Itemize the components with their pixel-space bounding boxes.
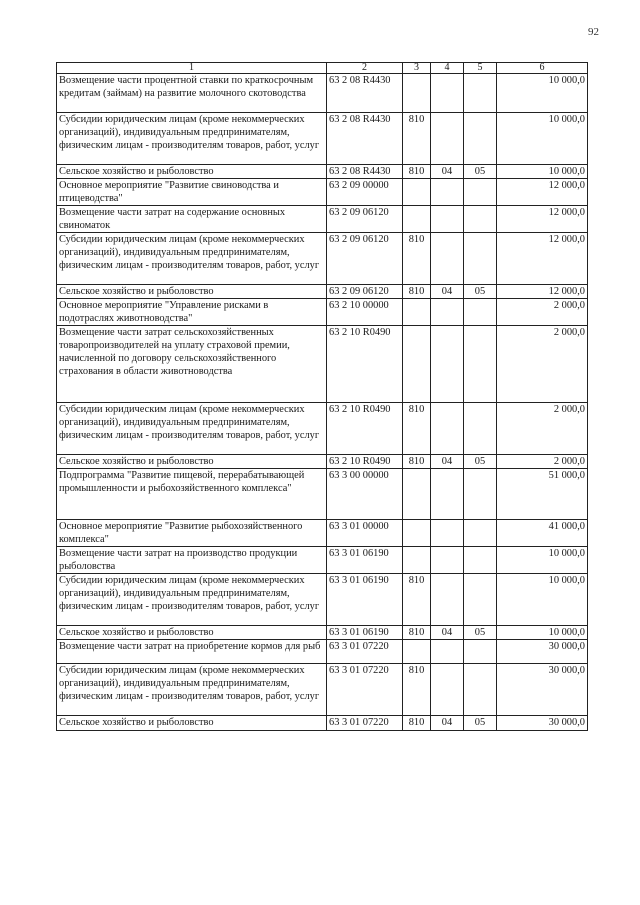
row-code-cell: 63 2 10 00000	[327, 299, 403, 326]
row-section-cell: 04	[431, 165, 464, 179]
table-row	[57, 113, 588, 165]
row-expense-type-cell	[403, 547, 431, 574]
row-name-cell: Возмещение части затрат на приобретение кормов для рыб	[57, 640, 327, 664]
row-name-cell: Сельское хозяйство и рыболовство	[57, 455, 327, 469]
row-name-cell: Возмещение части затрат на производство продукции рыболовства	[57, 547, 327, 574]
row-section-cell	[431, 403, 464, 455]
table-header-row	[57, 63, 588, 74]
table-row	[57, 455, 588, 469]
row-expense-type-cell: 810	[403, 165, 431, 179]
row-amount-cell: 41 000,0	[497, 520, 588, 547]
row-name-cell: Возмещение части затрат сельскохозяйственных товаропроизводителей на уплату страховой премии, начисленной по договору сельскохозяйственного страхования в области животноводства	[57, 326, 327, 403]
row-code-cell: 63 3 01 07220	[327, 716, 403, 731]
row-amount-cell: 12 000,0	[497, 285, 588, 299]
row-section-cell	[431, 640, 464, 664]
row-expense-type-cell: 810	[403, 664, 431, 716]
row-section-cell	[431, 469, 464, 520]
row-subsection-cell: 05	[464, 285, 497, 299]
row-amount-cell: 30 000,0	[497, 640, 588, 664]
row-expense-type-cell: 810	[403, 626, 431, 640]
row-code-cell: 63 2 10 R0490	[327, 403, 403, 455]
column-header: 2	[327, 63, 403, 74]
table-row	[57, 285, 588, 299]
row-code-cell: 63 2 08 R4430	[327, 74, 403, 113]
row-code-cell: 63 2 10 R0490	[327, 455, 403, 469]
row-subsection-cell	[464, 640, 497, 664]
row-section-cell	[431, 574, 464, 626]
row-amount-cell: 2 000,0	[497, 299, 588, 326]
row-name-cell: Сельское хозяйство и рыболовство	[57, 626, 327, 640]
row-section-cell	[431, 179, 464, 206]
row-expense-type-cell: 810	[403, 285, 431, 299]
row-section-cell	[431, 547, 464, 574]
row-expense-type-cell	[403, 640, 431, 664]
table-row	[57, 233, 588, 285]
row-name-cell: Подпрограмма "Развитие пищевой, перерабатывающей промышленности и рыбохозяйственного комплекса"	[57, 469, 327, 520]
row-expense-type-cell: 810	[403, 113, 431, 165]
row-section-cell	[431, 664, 464, 716]
row-code-cell: 63 2 10 R0490	[327, 326, 403, 403]
row-code-cell: 63 3 01 00000	[327, 520, 403, 547]
row-code-cell: 63 2 09 06120	[327, 206, 403, 233]
row-amount-cell: 10 000,0	[497, 165, 588, 179]
row-code-cell: 63 2 08 R4430	[327, 113, 403, 165]
column-header: 6	[497, 63, 588, 74]
row-amount-cell: 10 000,0	[497, 574, 588, 626]
table-row	[57, 179, 588, 206]
row-section-cell	[431, 74, 464, 113]
row-expense-type-cell	[403, 179, 431, 206]
row-expense-type-cell	[403, 326, 431, 403]
row-section-cell	[431, 326, 464, 403]
row-code-cell: 63 3 01 07220	[327, 640, 403, 664]
row-section-cell: 04	[431, 455, 464, 469]
table-row	[57, 299, 588, 326]
column-header: 4	[431, 63, 464, 74]
row-subsection-cell	[464, 206, 497, 233]
row-section-cell: 04	[431, 716, 464, 731]
row-code-cell: 63 2 09 06120	[327, 285, 403, 299]
column-header: 5	[464, 63, 497, 74]
table-row	[57, 74, 588, 113]
row-name-cell: Сельское хозяйство и рыболовство	[57, 165, 327, 179]
row-code-cell: 63 3 01 06190	[327, 574, 403, 626]
column-header: 1	[57, 63, 327, 74]
row-section-cell: 04	[431, 285, 464, 299]
row-subsection-cell	[464, 113, 497, 165]
row-expense-type-cell: 810	[403, 233, 431, 285]
row-section-cell	[431, 206, 464, 233]
row-expense-type-cell	[403, 206, 431, 233]
row-name-cell: Сельское хозяйство и рыболовство	[57, 716, 327, 731]
row-code-cell: 63 3 01 07220	[327, 664, 403, 716]
row-amount-cell: 2 000,0	[497, 455, 588, 469]
row-section-cell: 04	[431, 626, 464, 640]
table-row	[57, 664, 588, 716]
row-amount-cell: 30 000,0	[497, 664, 588, 716]
row-name-cell: Основное мероприятие "Развитие рыбохозяйственного комплекса"	[57, 520, 327, 547]
row-subsection-cell: 05	[464, 626, 497, 640]
row-expense-type-cell: 810	[403, 403, 431, 455]
row-subsection-cell: 05	[464, 455, 497, 469]
row-code-cell: 63 2 09 06120	[327, 233, 403, 285]
row-name-cell: Субсидии юридическим лицам (кроме некоммерческих организаций), индивидуальным предпринимателям, физическим лицам - производителям товаров, работ, услуг	[57, 403, 327, 455]
row-name-cell: Основное мероприятие "Развитие свиноводства и птицеводства"	[57, 179, 327, 206]
row-expense-type-cell	[403, 520, 431, 547]
row-subsection-cell	[464, 469, 497, 520]
row-expense-type-cell: 810	[403, 455, 431, 469]
row-subsection-cell	[464, 233, 497, 285]
row-code-cell: 63 3 01 06190	[327, 626, 403, 640]
table-row	[57, 469, 588, 520]
table-row	[57, 520, 588, 547]
row-section-cell	[431, 233, 464, 285]
table-row	[57, 403, 588, 455]
row-subsection-cell: 05	[464, 716, 497, 731]
row-subsection-cell	[464, 299, 497, 326]
row-name-cell: Возмещение части процентной ставки по краткосрочным кредитам (займам) на развитие молочного скотоводства	[57, 74, 327, 113]
row-code-cell: 63 2 09 00000	[327, 179, 403, 206]
page-number: 92	[588, 26, 599, 38]
row-subsection-cell	[464, 664, 497, 716]
row-expense-type-cell: 810	[403, 716, 431, 731]
row-name-cell: Субсидии юридическим лицам (кроме некоммерческих организаций), индивидуальным предпринимателям, физическим лицам - производителям товаров, работ, услуг	[57, 664, 327, 716]
row-subsection-cell	[464, 403, 497, 455]
table-row	[57, 165, 588, 179]
row-amount-cell: 2 000,0	[497, 326, 588, 403]
row-amount-cell: 10 000,0	[497, 547, 588, 574]
row-amount-cell: 12 000,0	[497, 206, 588, 233]
row-section-cell	[431, 520, 464, 547]
row-amount-cell: 10 000,0	[497, 626, 588, 640]
row-name-cell: Субсидии юридическим лицам (кроме некоммерческих организаций), индивидуальным предпринимателям, физическим лицам - производителям товаров, работ, услуг	[57, 233, 327, 285]
table-row	[57, 206, 588, 233]
row-amount-cell: 12 000,0	[497, 233, 588, 285]
row-expense-type-cell	[403, 74, 431, 113]
table-row	[57, 326, 588, 403]
row-amount-cell: 10 000,0	[497, 113, 588, 165]
row-subsection-cell	[464, 179, 497, 206]
row-expense-type-cell	[403, 299, 431, 326]
row-code-cell: 63 3 01 06190	[327, 547, 403, 574]
row-name-cell: Сельское хозяйство и рыболовство	[57, 285, 327, 299]
row-name-cell: Субсидии юридическим лицам (кроме некоммерческих организаций), индивидуальным предпринимателям, физическим лицам - производителям товаров, работ, услуг	[57, 113, 327, 165]
row-subsection-cell	[464, 74, 497, 113]
table-row	[57, 716, 588, 731]
row-amount-cell: 12 000,0	[497, 179, 588, 206]
row-expense-type-cell: 810	[403, 574, 431, 626]
row-code-cell: 63 3 00 00000	[327, 469, 403, 520]
row-subsection-cell	[464, 520, 497, 547]
row-amount-cell: 30 000,0	[497, 716, 588, 731]
row-amount-cell: 2 000,0	[497, 403, 588, 455]
row-subsection-cell: 05	[464, 165, 497, 179]
row-name-cell: Возмещение части затрат на содержание основных свиноматок	[57, 206, 327, 233]
row-subsection-cell	[464, 326, 497, 403]
row-amount-cell: 51 000,0	[497, 469, 588, 520]
row-name-cell: Основное мероприятие "Управление рисками в подотраслях животноводства"	[57, 299, 327, 326]
budget-table	[56, 62, 588, 731]
row-expense-type-cell	[403, 469, 431, 520]
row-subsection-cell	[464, 547, 497, 574]
table-body	[57, 74, 588, 731]
row-code-cell: 63 2 08 R4430	[327, 165, 403, 179]
row-amount-cell: 10 000,0	[497, 74, 588, 113]
row-section-cell	[431, 299, 464, 326]
table-row	[57, 574, 588, 626]
column-header: 3	[403, 63, 431, 74]
table-row	[57, 640, 588, 664]
row-section-cell	[431, 113, 464, 165]
table-row	[57, 547, 588, 574]
row-name-cell: Субсидии юридическим лицам (кроме некоммерческих организаций), индивидуальным предпринимателям, физическим лицам - производителям товаров, работ, услуг	[57, 574, 327, 626]
row-subsection-cell	[464, 574, 497, 626]
table-row	[57, 626, 588, 640]
